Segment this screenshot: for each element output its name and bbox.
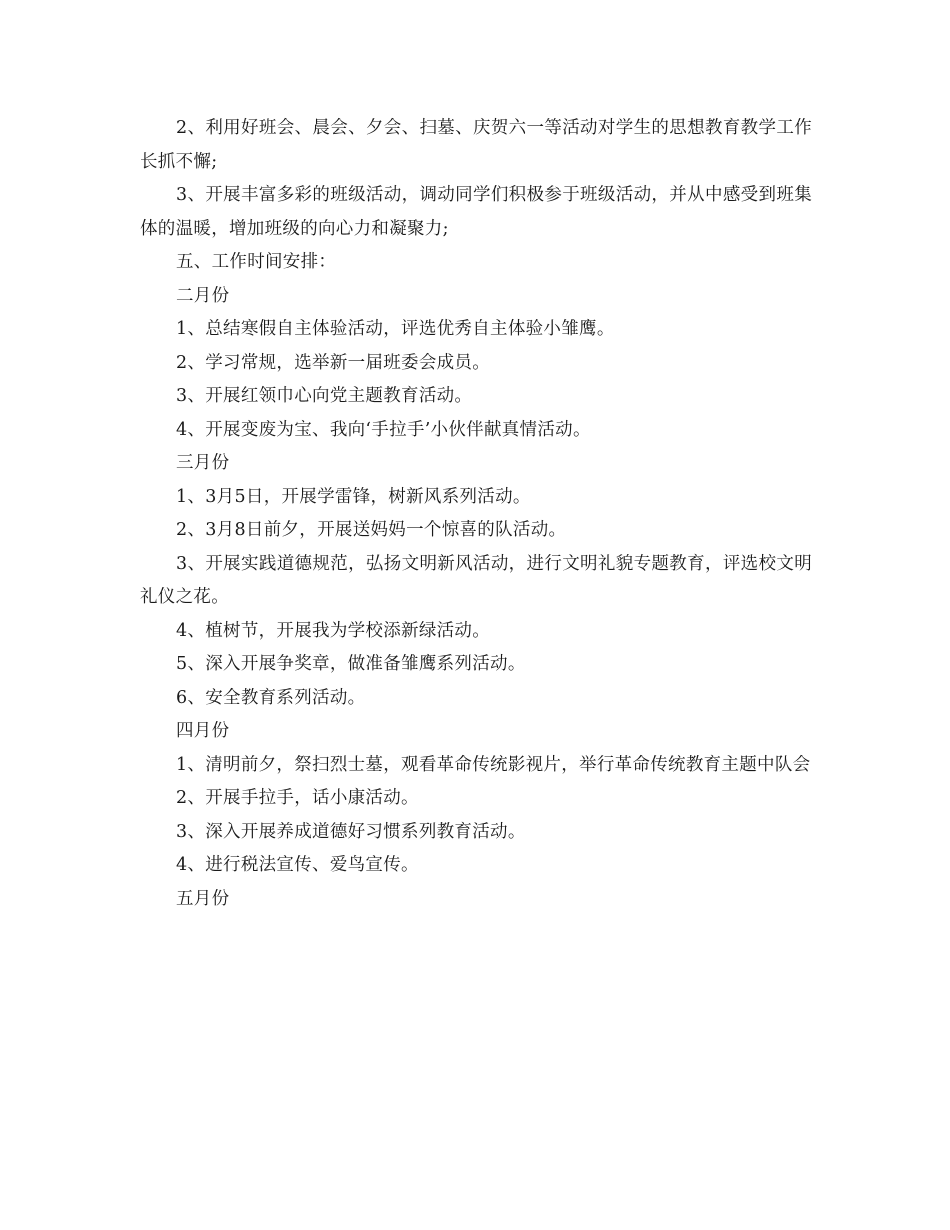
list-item: 3、开展实践道德规范，弘扬文明新风活动，进行文明礼貌专题教育，评选校文明礼仪之花。 [140,553,812,607]
month-heading: 五月份 [176,888,230,909]
list-item: 2、开展手拉手，话小康活动。 [176,788,419,808]
list-item: 1、清明前夕，祭扫烈士墓，观看革命传统影视片，举行革命传统教育主题中队会 [176,754,811,775]
list-item: 2、学习常规，选举新一届班委会成员。 [176,352,491,373]
month-heading: 三月份 [176,453,230,473]
list-item: 3、开展红领巾心向党主题教育活动。 [176,386,473,406]
list-item: 4、开展变废为宝、我向‘手拉手’小伙伴献真情活动。 [176,419,591,440]
month-heading: 二月份 [176,285,230,306]
list-item: 4、植树节，开展我为学校添新绿活动。 [176,620,491,641]
list-item: 2、3月8日前夕，开展送妈妈一个惊喜的队活动。 [176,520,567,540]
document-body [140,112,812,916]
list-item: 3、深入开展养成道德好习惯系列教育活动。 [176,821,526,842]
list-item: 1、总结寒假自主体验活动，评选优秀自主体验小雏鹰。 [176,319,615,339]
paragraph: 2、利用好班会、晨会、夕会、扫墓、庆贺六一等活动对学生的思想教育教学工作长抓不懈; [140,118,812,172]
list-item: 5、深入开展争奖章，做准备雏鹰系列活动。 [176,654,526,674]
section-heading: 五、工作时间安排： [176,252,337,272]
list-item: 4、进行税法宣传、爱鸟宣传。 [176,855,419,875]
list-item: 1、3月5日，开展学雷锋，树新风系列活动。 [176,486,531,507]
paragraph: 3、开展丰富多彩的班级活动，调动同学们积极参于班级活动，并从中感受到班集体的温暖，增加班级的向心力和凝聚力; [140,185,812,239]
month-heading: 四月份 [176,721,230,741]
list-item: 6、安全教育系列活动。 [176,687,366,708]
